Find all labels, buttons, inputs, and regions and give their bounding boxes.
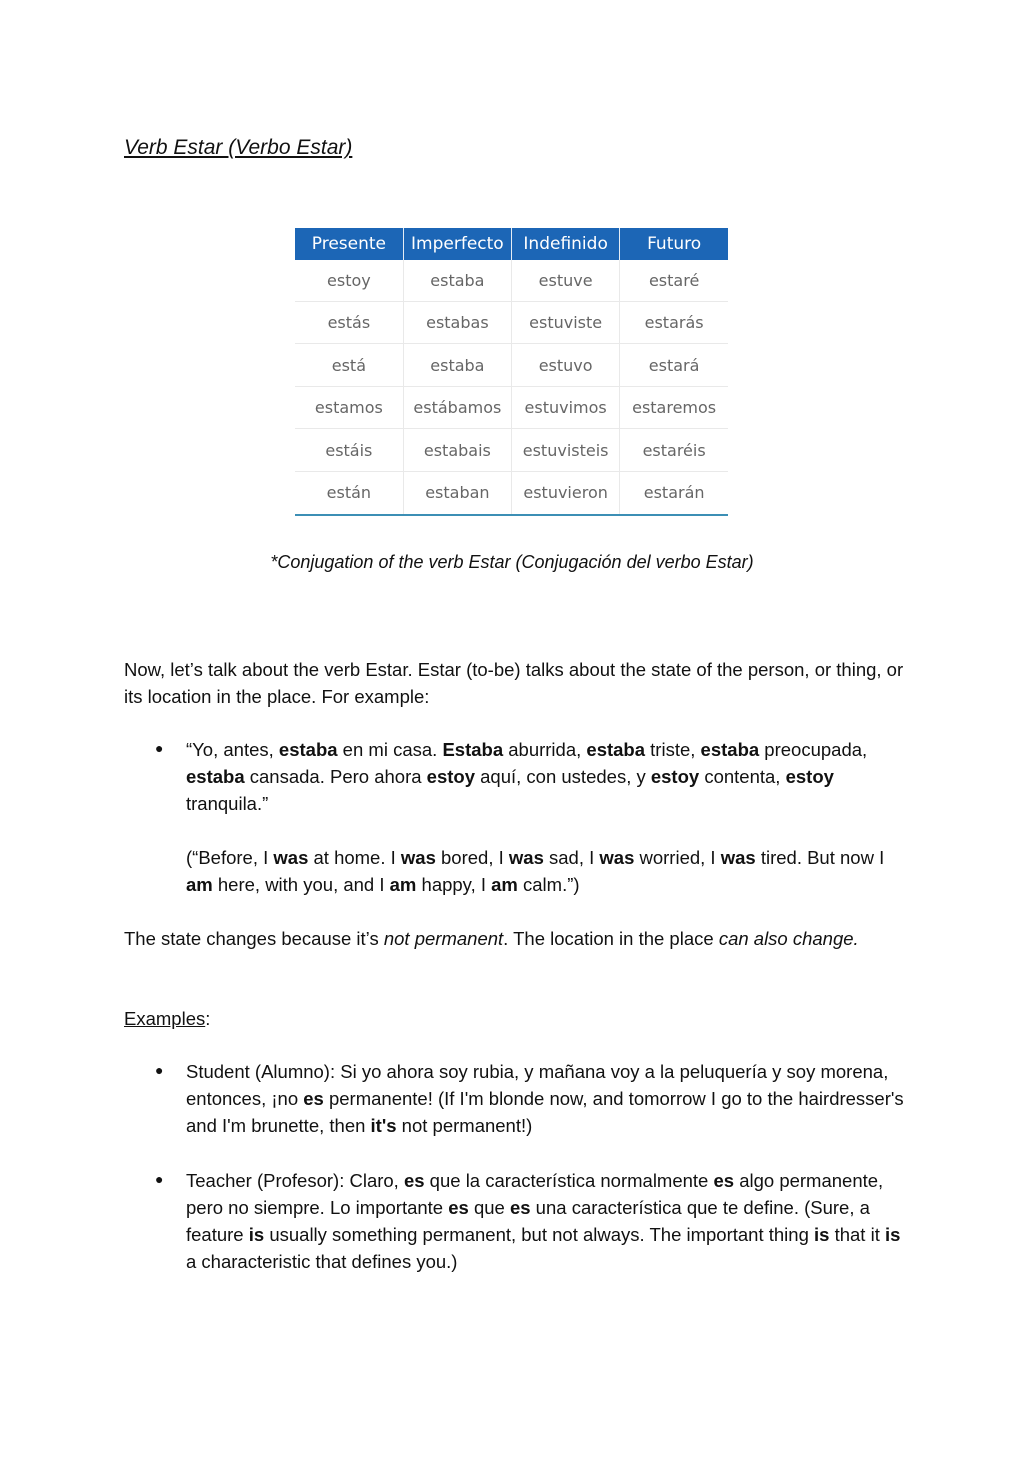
table-cell: estaremos [620, 386, 728, 429]
column-header: Indefinido [512, 228, 620, 260]
table-row [295, 260, 728, 301]
table-cell: estaban [403, 471, 511, 515]
table-cell: estabas [403, 301, 511, 344]
table-cell: estarás [620, 301, 728, 344]
table-row [295, 344, 728, 387]
intro-paragraph: Now, let’s talk about the verb Estar. Estar (to-be) talks about the state of the person, or thing, or its location in the place. For example: [124, 659, 904, 707]
table-cell: estuviste [512, 301, 620, 344]
table-cell: estáis [295, 429, 403, 472]
table-cell: estuvieron [512, 471, 620, 515]
example-translation: (“Before, I was at home. I was bored, I was sad, I was worried, I was tired. But now I am here, with you, and I am happy, I am calm.”) [186, 847, 885, 895]
page-title: Verb Estar (Verbo Estar) [124, 136, 353, 159]
bullet-icon: ● [155, 1171, 164, 1187]
table-cell: estábamos [403, 386, 511, 429]
table-cell: está [295, 344, 403, 387]
example-spanish: “Yo, antes, estaba en mi casa. Estaba aburrida, estaba triste, estaba preocupada, estaba cansada. Pero ahora estoy aquí, con ustedes, y estoy contenta, estoy tranquila.” [186, 739, 868, 814]
table-cell: estuvimos [512, 386, 620, 429]
table-row [295, 386, 728, 429]
table-row [295, 429, 728, 472]
column-header: Futuro [620, 228, 728, 260]
table-cell: estará [620, 344, 728, 387]
table-cell: estuvisteis [512, 429, 620, 472]
table-cell: estás [295, 301, 403, 344]
examples-heading: Examples: [124, 1008, 211, 1029]
table-cell: estaré [620, 260, 728, 301]
column-header: Imperfecto [403, 228, 511, 260]
bullet-icon: ● [155, 1062, 164, 1078]
column-header: Presente [295, 228, 403, 260]
table-cell: estaba [403, 260, 511, 301]
table-cell: estaba [403, 344, 511, 387]
table-cell: estarán [643, 483, 705, 503]
table-cell: estaréis [620, 429, 728, 472]
table-cell: estoy [295, 260, 403, 301]
table-header-row [295, 228, 728, 260]
bullet-icon: ● [155, 740, 164, 756]
conjugation-table [295, 228, 728, 516]
student-example: Student (Alumno): Si yo ahora soy rubia, y mañana voy a la peluquería y soy morena, entonces, ¡no es permanente! (If I'm blonde now, and tomorrow I go to the hairdresser's and I'm brunette, then it's not permanent!) [186, 1061, 904, 1136]
table-cell: estuvo [512, 344, 620, 387]
table-row [295, 301, 728, 344]
table-cell: estuve [512, 260, 620, 301]
table-caption: *Conjugation of the verb Estar (Conjugación del verbo Estar) [270, 552, 754, 572]
table-row [295, 471, 728, 515]
teacher-example: Teacher (Profesor): Claro, es que la característica normalmente es algo permanente, pero no siempre. Lo importante es que es una característica que te define. (Sure, a feature is usually something permanent, but not always. The important thing is that it is a characteristic that defines you.) [186, 1170, 901, 1272]
table-cell: estamos [295, 386, 403, 429]
state-paragraph: The state changes because it’s not permanent. The location in the place can also change. [124, 928, 859, 949]
table-cell: estabais [403, 429, 511, 472]
table-cell: están [295, 471, 403, 515]
